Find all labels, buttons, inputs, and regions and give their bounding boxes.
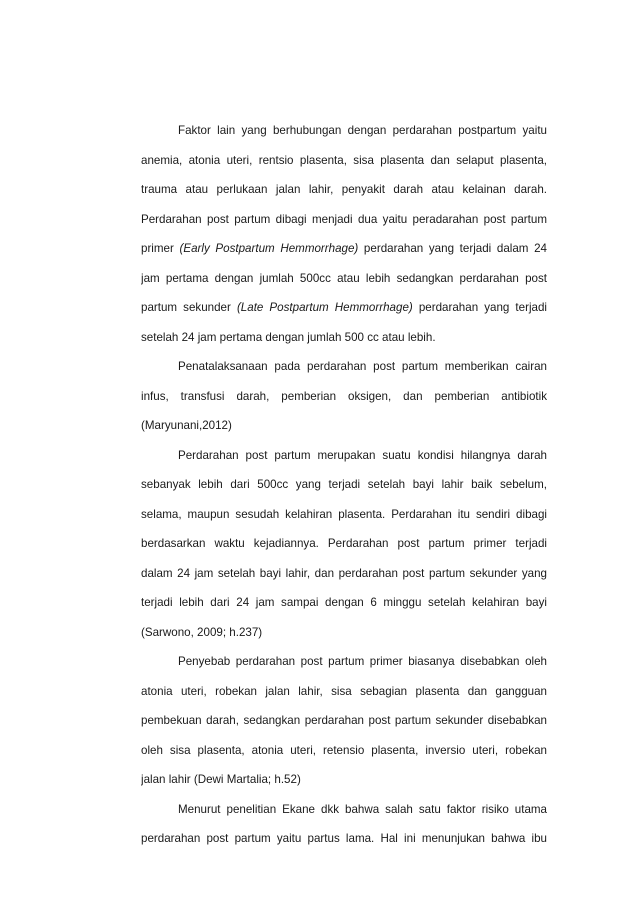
text-segment: Faktor lain yang berhubungan dengan perdarahan postpartum yaitu	[178, 124, 547, 137]
text-line	[141, 795, 547, 825]
paragraph	[141, 441, 547, 648]
text-segment: jalan lahir (Dewi Martalia; h.52)	[141, 773, 301, 786]
text-line	[141, 529, 547, 559]
text-segment: pembekuan darah, sedangkan perdarahan post partum sekunder disebabkan	[141, 714, 547, 727]
paragraph	[141, 647, 547, 795]
text-segment: Penatalaksanaan pada perdarahan post partum memberikan cairan	[178, 360, 547, 373]
text-segment: selama, maupun sesudah kelahiran plasenta. Perdarahan itu sendiri dibagi	[141, 507, 547, 521]
text-segment: berdasarkan waktu kejadiannya. Perdarahan post partum primer terjadi	[141, 537, 547, 550]
text-segment: Perdarahan post partum dibagi menjadi dua yaitu peradarahan post partum	[141, 212, 547, 226]
text-line	[141, 175, 547, 205]
text-segment: dalam 24 jam setelah bayi lahir, dan perdarahan post partum sekunder yang	[141, 566, 547, 580]
text-line	[141, 677, 547, 707]
text-segment: trauma atau perlukaan jalan lahir, penyakit darah atau kelainan darah.	[141, 183, 547, 196]
italic-term: (Late Postpartum Hemmorrhage)	[236, 301, 413, 314]
text-line	[141, 618, 547, 648]
text-line	[141, 500, 547, 530]
text-line	[141, 293, 547, 323]
text-line	[141, 382, 547, 412]
text-segment: atonia uteri, robekan jalan lahir, sisa sebagian plasenta dan gangguan	[141, 684, 547, 698]
italic-term: (Early Postpartum Hemmorrhage)	[179, 242, 359, 255]
text-segment: oleh sisa plasenta, atonia uteri, retensio plasenta, inversio uteri, robekan	[141, 743, 547, 757]
text-segment: perdarahan post partum yaitu partus lama. Hal ini menunjukan bahwa ibu	[141, 832, 547, 845]
text-segment: terjadi lebih dari 24 jam sampai dengan 6 minggu setelah kelahiran bayi	[141, 596, 547, 609]
paragraph	[141, 116, 547, 352]
text-segment: infus, transfusi darah, pemberian oksigen, dan pemberian antibiotik	[141, 389, 547, 403]
text-segment: Penyebab perdarahan post partum primer biasanya disebabkan oleh	[178, 655, 547, 668]
text-segment: setelah 24 jam pertama dengan jumlah 500 cc atau lebih.	[141, 330, 436, 344]
text-segment: perdarahan yang terjadi dalam 24	[358, 242, 547, 255]
text-line	[141, 441, 547, 471]
text-segment: jam pertama dengan jumlah 500cc atau lebih sedangkan perdarahan post	[141, 271, 547, 285]
text-segment: sebanyak lebih dari 500cc yang terjadi setelah bayi lahir baik sebelum,	[141, 478, 547, 491]
text-segment: primer	[141, 242, 180, 255]
text-segment: (Sarwono, 2009; h.237)	[141, 625, 263, 639]
text-line	[141, 264, 547, 294]
text-line	[141, 146, 547, 176]
text-segment: perdarahan yang terjadi	[412, 301, 547, 314]
text-segment: Menurut penelitian Ekane dkk bahwa salah satu faktor risiko utama	[178, 802, 547, 816]
paragraph	[141, 795, 547, 854]
text-segment: anemia, atonia uteri, rentsio plasenta, sisa plasenta dan selaput plasenta,	[141, 153, 547, 167]
text-line	[141, 765, 547, 795]
text-line	[141, 323, 547, 353]
text-line	[141, 352, 547, 382]
text-line	[141, 116, 547, 146]
text-line	[141, 647, 547, 677]
text-line	[141, 559, 547, 589]
text-line	[141, 470, 547, 500]
text-segment: (Maryunani,2012)	[141, 419, 232, 432]
text-line	[141, 234, 547, 264]
text-segment: partum sekunder	[141, 301, 237, 314]
text-line	[141, 736, 547, 766]
text-line	[141, 588, 547, 618]
paragraph	[141, 352, 547, 441]
body-text	[141, 116, 547, 854]
text-segment: Perdarahan post partum merupakan suatu kondisi hilangnya darah	[178, 448, 547, 462]
text-line	[141, 824, 547, 854]
text-line	[141, 706, 547, 736]
text-line	[141, 205, 547, 235]
text-line	[141, 411, 547, 441]
